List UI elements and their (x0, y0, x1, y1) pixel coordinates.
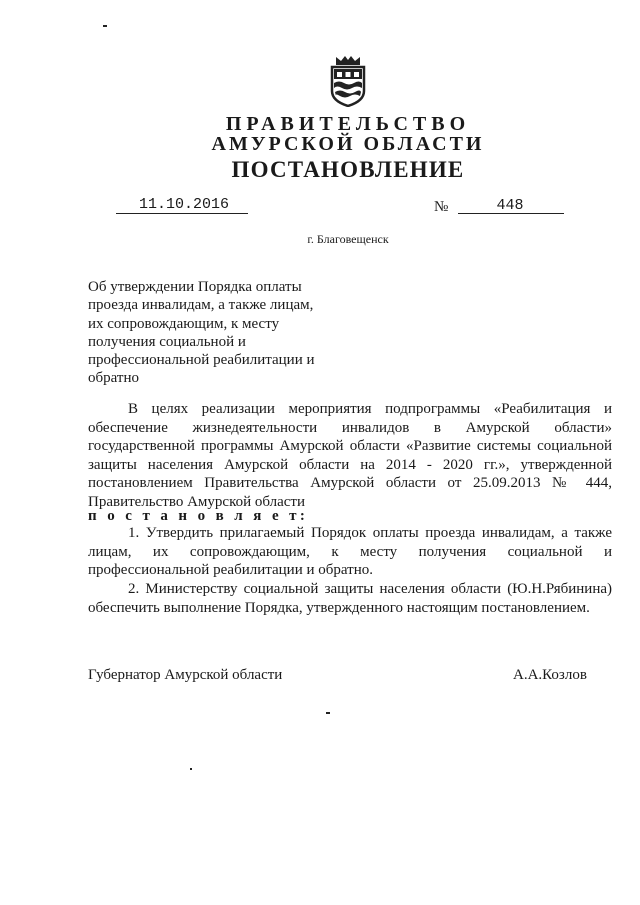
number-underline (458, 213, 564, 214)
subject-line: обратно (88, 370, 139, 387)
body-line: государственной программы Амурской области «Развитие системы социальной (88, 438, 612, 454)
city-label: г. Благовещенск (307, 232, 389, 246)
number-label: № (434, 199, 449, 215)
body-line: обеспечить выполнение Порядка, утвержденного настоящим постановлением. (88, 599, 590, 616)
clause-2-paragraph (88, 580, 612, 617)
document-subject (88, 278, 348, 388)
scan-speck (326, 712, 330, 714)
body-line: защиты населения Амурской области на 2014 - 2020 гг.», утвержденной (88, 456, 612, 473)
body-line: 1. Утвердить прилагаемый Порядок оплаты проезда инвалидам, а также (128, 525, 612, 541)
subject-line: получения социальной и (88, 333, 246, 350)
subject-line: их сопровождающим, к месту (88, 315, 280, 332)
government-title: ПРАВИТЕЛЬСТВО (225, 113, 471, 135)
resolves-keyword: п о с т а н о в л я е т: (88, 508, 309, 524)
scan-speck (103, 25, 107, 27)
body-line: профессиональной реабилитации и обратно. (88, 562, 373, 578)
region-title: АМУРСКОЙ ОБЛАСТИ (211, 133, 485, 155)
signer-name: А.А.Козлов (513, 667, 587, 683)
clause-1-paragraph (88, 524, 612, 580)
subject-line: Об утверждении Порядка оплаты (88, 279, 302, 295)
body-line: постановлением Правительства Амурской области от 25.09.2013 № 444, (88, 475, 612, 491)
preamble-paragraph (88, 400, 612, 511)
scan-speck (190, 768, 192, 770)
date-underline (116, 213, 248, 214)
body-line: лицам, их сопровождающим, к месту получения социальной и (88, 543, 612, 560)
document-type-title: ПОСТАНОВЛЕНИЕ (231, 157, 465, 182)
body-line: В целях реализации мероприятия подпрограммы «Реабилитация и (128, 401, 612, 417)
subject-line: профессиональной реабилитации и (88, 352, 315, 369)
subject-line: проезда инвалидам, а также лицам, (88, 297, 314, 314)
body-line: Правительство Амурской области (88, 493, 306, 510)
coat-of-arms-icon (328, 55, 368, 107)
document-date: 11.10.2016 (138, 196, 229, 213)
document-number: 448 (496, 197, 524, 214)
body-line: обеспечение жизнедеятельности инвалидов в Амурской области» (88, 419, 612, 436)
signer-position: Губернатор Амурской области (88, 667, 283, 683)
body-line: 2. Министерству социальной защиты населения области (Ю.Н.Рябинина) (128, 581, 612, 597)
